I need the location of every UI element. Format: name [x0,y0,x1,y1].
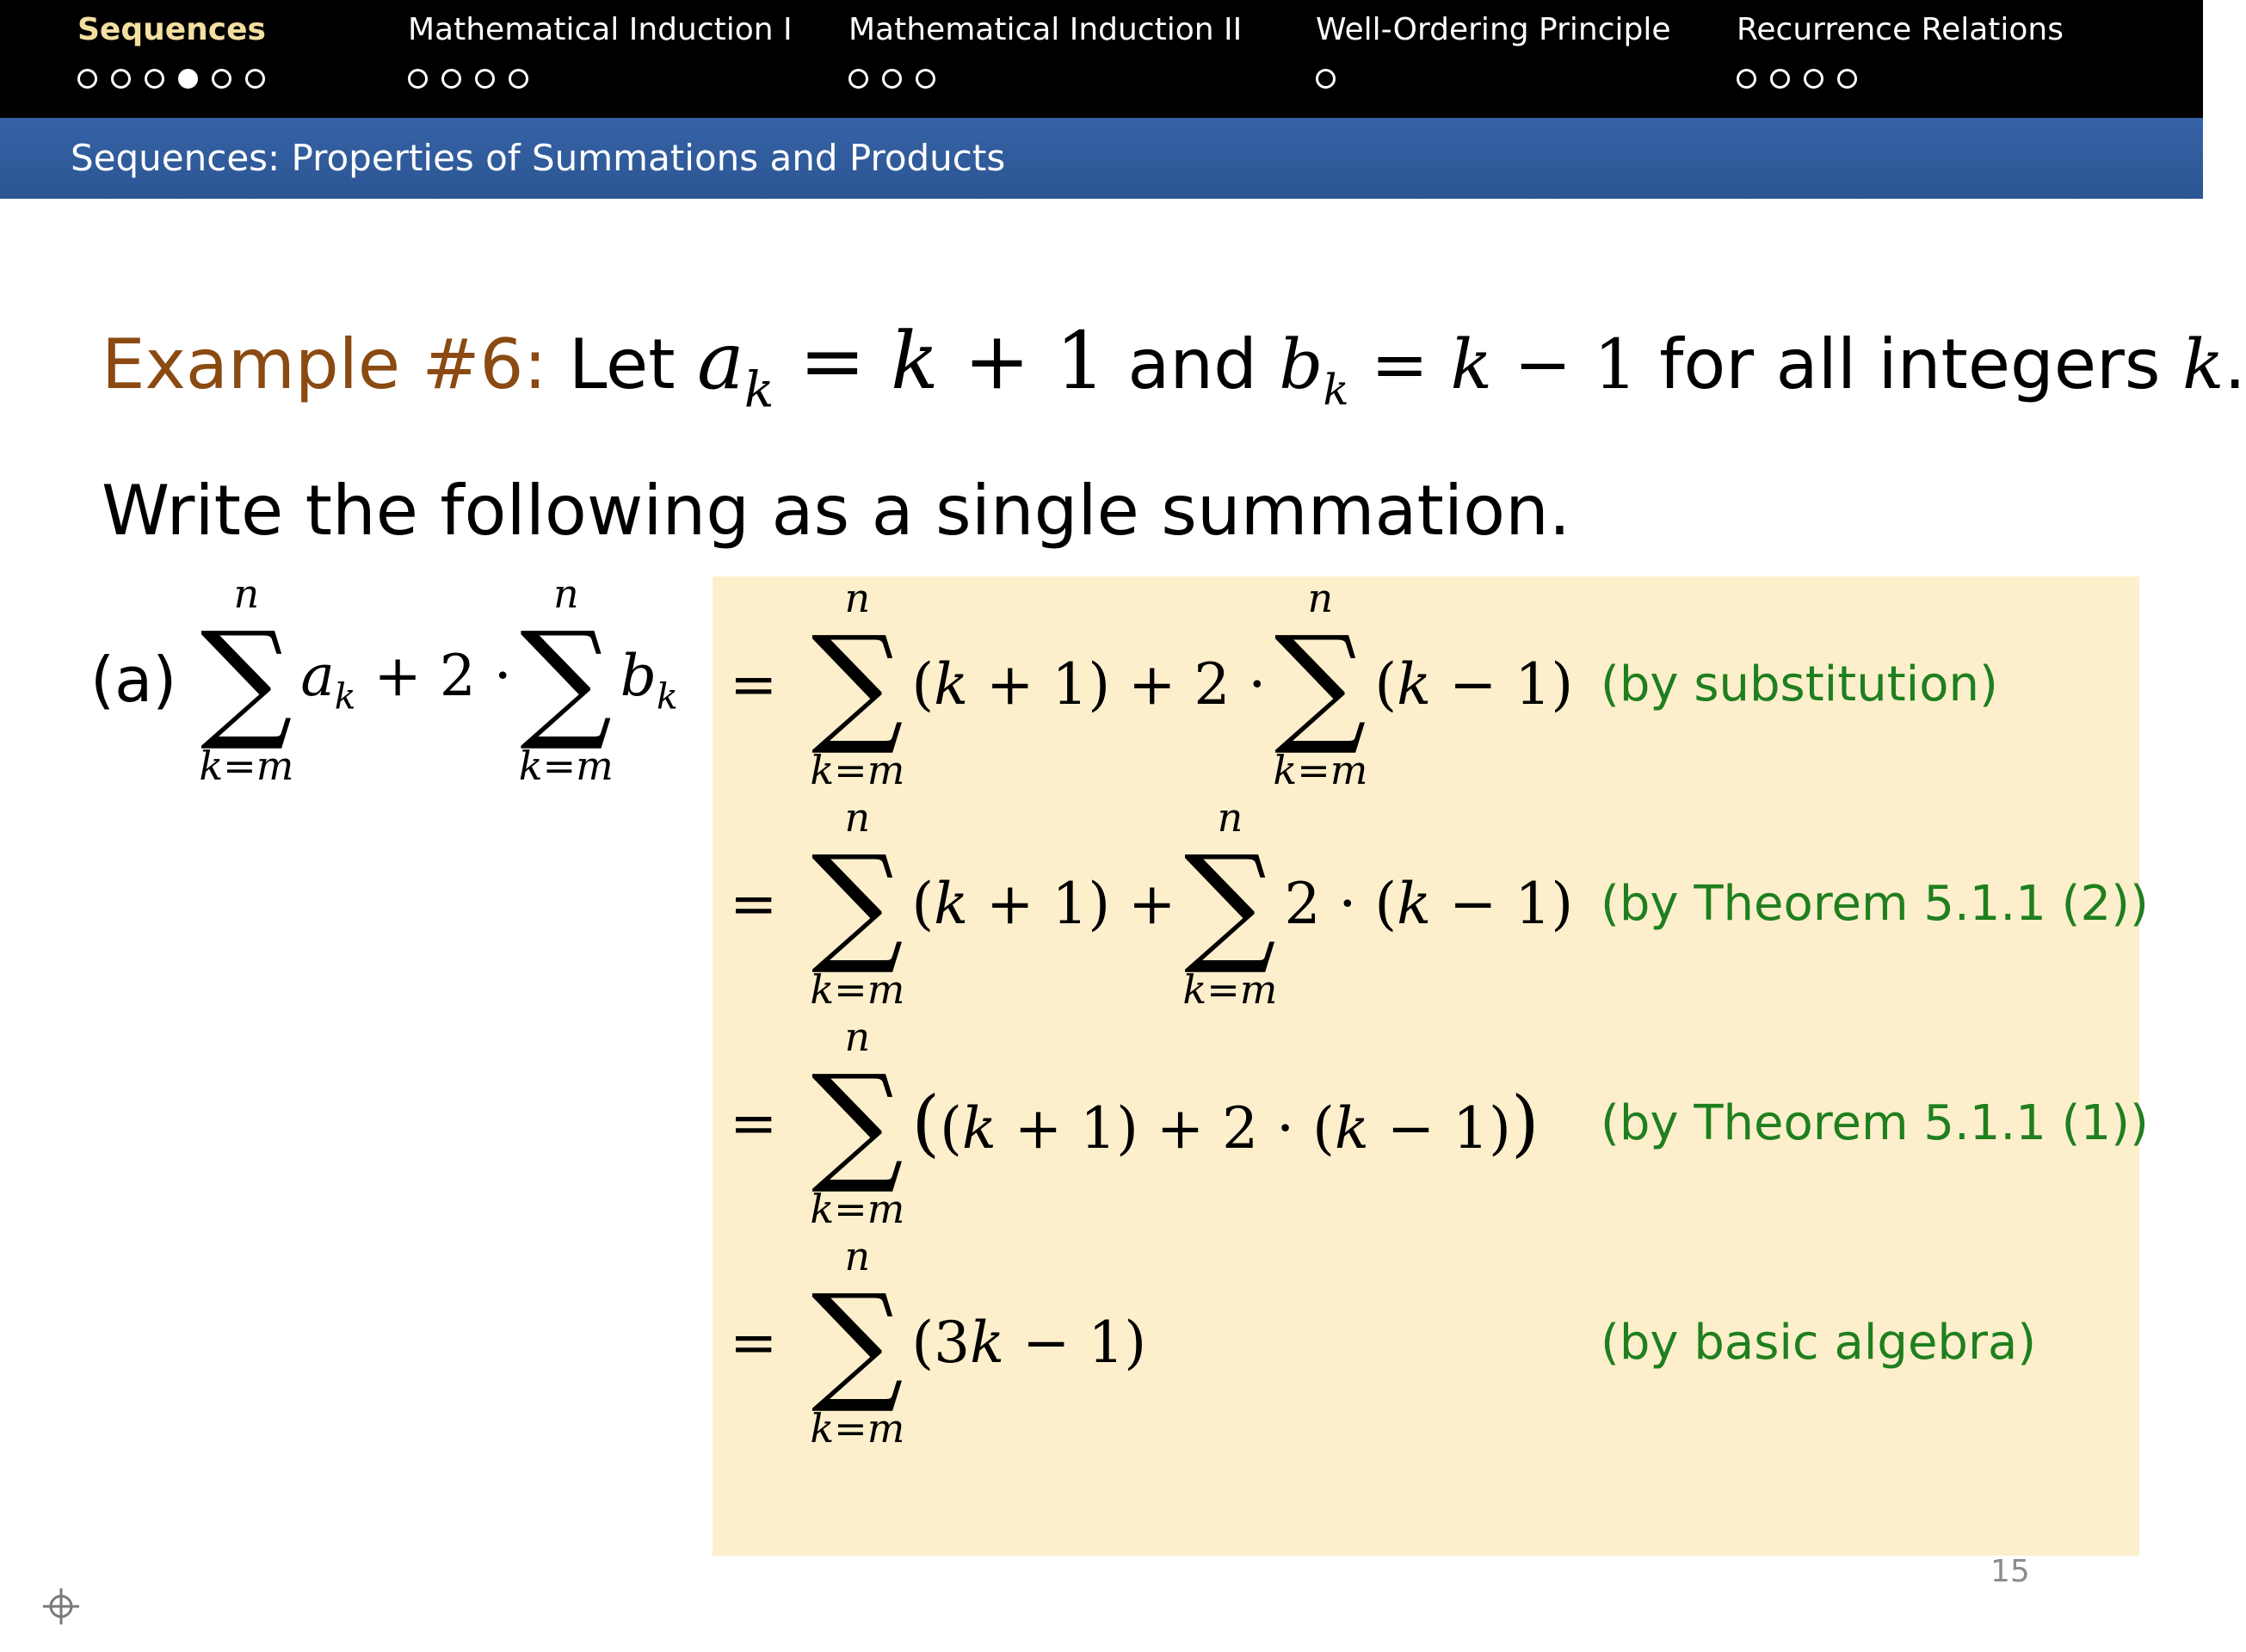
derivation-box [713,575,2149,1556]
derivation-step-3 [730,1014,2149,1232]
sum-upper-limit: n [844,575,871,621]
summation-operator [1273,575,1368,793]
for-all-text: for all integers [1659,324,2161,404]
let-word: Let [568,324,676,404]
frame-dot[interactable] [212,69,231,89]
nav-section-label[interactable]: Mathematical Induction I [408,12,793,47]
summation-operator [810,1014,905,1232]
sigma-symbol: ∑ [811,1267,904,1417]
statement-line-2: Write the following as a single summation. [102,470,1571,551]
nav-section-label[interactable]: Recurrence Relations [1737,12,2064,47]
section-navigation [0,0,2203,118]
equals-sign: = [730,1089,778,1156]
sum-lower-limit: k=m [518,743,614,789]
step-term: ((k + 1) + 2 · (k − 1)) [911,1081,1539,1165]
nav-section-label[interactable]: Well-Ordering Principle [1316,12,1671,47]
sum-upper-limit: n [233,570,260,617]
sum-lower-limit: k=m [810,747,905,793]
summation-operator [1182,794,1278,1013]
sum-upper-limit: n [552,570,579,617]
summation-operator [199,570,294,789]
sigma-symbol: ∑ [520,605,613,755]
sum-upper-limit: n [844,1233,871,1279]
sigma-symbol: ∑ [811,609,904,759]
variable-k: k [2182,324,2224,404]
frame-title-bar [0,118,2203,199]
formula-a-k: $a_k = k + 1$ [697,315,1106,419]
frame-dot[interactable] [245,69,265,89]
part-a-expression [90,568,678,792]
step-reason: (by Theorem 5.1.1 (2)) [1601,875,2149,932]
frame-title: Sequences: Properties of Summations and Products [71,137,1006,179]
derivation-step-1 [730,576,2124,792]
equals-sign: = [730,650,778,718]
step-term: (k − 1) [1374,650,1574,718]
frame-dot[interactable] [1316,69,1336,89]
formula-b-k: $b_k = k - 1$ [1279,324,1638,415]
frame-dot[interactable] [77,69,97,89]
frame-dot[interactable] [916,69,935,89]
step-term: (k + 1) + [911,870,1176,937]
frame-dot[interactable] [441,69,461,89]
frame-dot[interactable] [408,69,428,89]
sum-upper-limit: n [1217,794,1243,841]
frame-dot[interactable] [1737,69,1756,89]
frame-dot-current[interactable] [178,69,198,89]
frame-dot[interactable] [1770,69,1790,89]
problem-statement [102,301,2246,571]
frame-dots [408,69,528,89]
frame-dot[interactable] [475,69,495,89]
step-term: (3k − 1) [911,1309,1147,1376]
sigma-symbol: ∑ [1183,829,1276,978]
derivation-step-2 [730,794,2149,1013]
nav-section-label[interactable]: Mathematical Induction II [848,12,1243,47]
sum-lower-limit: k=m [810,1186,905,1232]
sum-lower-limit: k=m [1273,747,1368,793]
frame-dot[interactable] [111,69,131,89]
sum-lower-limit: k=m [810,1405,905,1452]
summation-operator [810,1233,905,1452]
nav-section-label[interactable]: Sequences [77,12,266,47]
crosshair-icon[interactable] [40,1585,83,1628]
summation-operator [810,575,905,793]
frame-dot[interactable] [509,69,528,89]
sigma-symbol: ∑ [1274,609,1367,759]
step-reason: (by Theorem 5.1.1 (1)) [1601,1094,2149,1151]
sum-lower-limit: k=m [1182,966,1278,1013]
sigma-symbol: ∑ [200,605,293,755]
frame-dot[interactable] [848,69,868,89]
derivation-step-4 [730,1235,2124,1450]
period: . [2224,324,2246,404]
summation-operator [810,794,905,1013]
page-number: 15 [1990,1554,2030,1589]
sigma-symbol: ∑ [811,1048,904,1198]
term-a-k: $a_k + 2$ · [300,642,512,718]
step-reason: (by substitution) [1601,656,1998,712]
example-label: Example #6: [102,324,547,404]
frame-dots [1316,69,1336,89]
sum-lower-limit: k=m [810,966,905,1013]
frame-dots [77,69,265,89]
frame-dot[interactable] [882,69,902,89]
sum-upper-limit: n [844,794,871,841]
step-term: 2 · (k − 1) [1284,870,1574,937]
term-b-k: $b_k$ [620,642,678,718]
sum-upper-limit: n [1307,575,1334,621]
equals-sign: = [730,870,778,937]
summation-operator [518,570,614,789]
part-label: (a) [90,644,177,716]
step-reason: (by basic algebra) [1601,1314,2037,1371]
sigma-symbol: ∑ [811,829,904,978]
frame-dot[interactable] [145,69,164,89]
and-word: and [1127,324,1257,404]
frame-dot[interactable] [1804,69,1823,89]
sum-lower-limit: k=m [199,743,294,789]
frame-dots [848,69,935,89]
sum-upper-limit: n [844,1014,871,1060]
statement-line-1 [102,301,2246,451]
frame-dot[interactable] [1837,69,1857,89]
frame-dots [1737,69,1857,89]
step-term: (k + 1) + 2 · [911,650,1267,718]
equals-sign: = [730,1309,778,1376]
